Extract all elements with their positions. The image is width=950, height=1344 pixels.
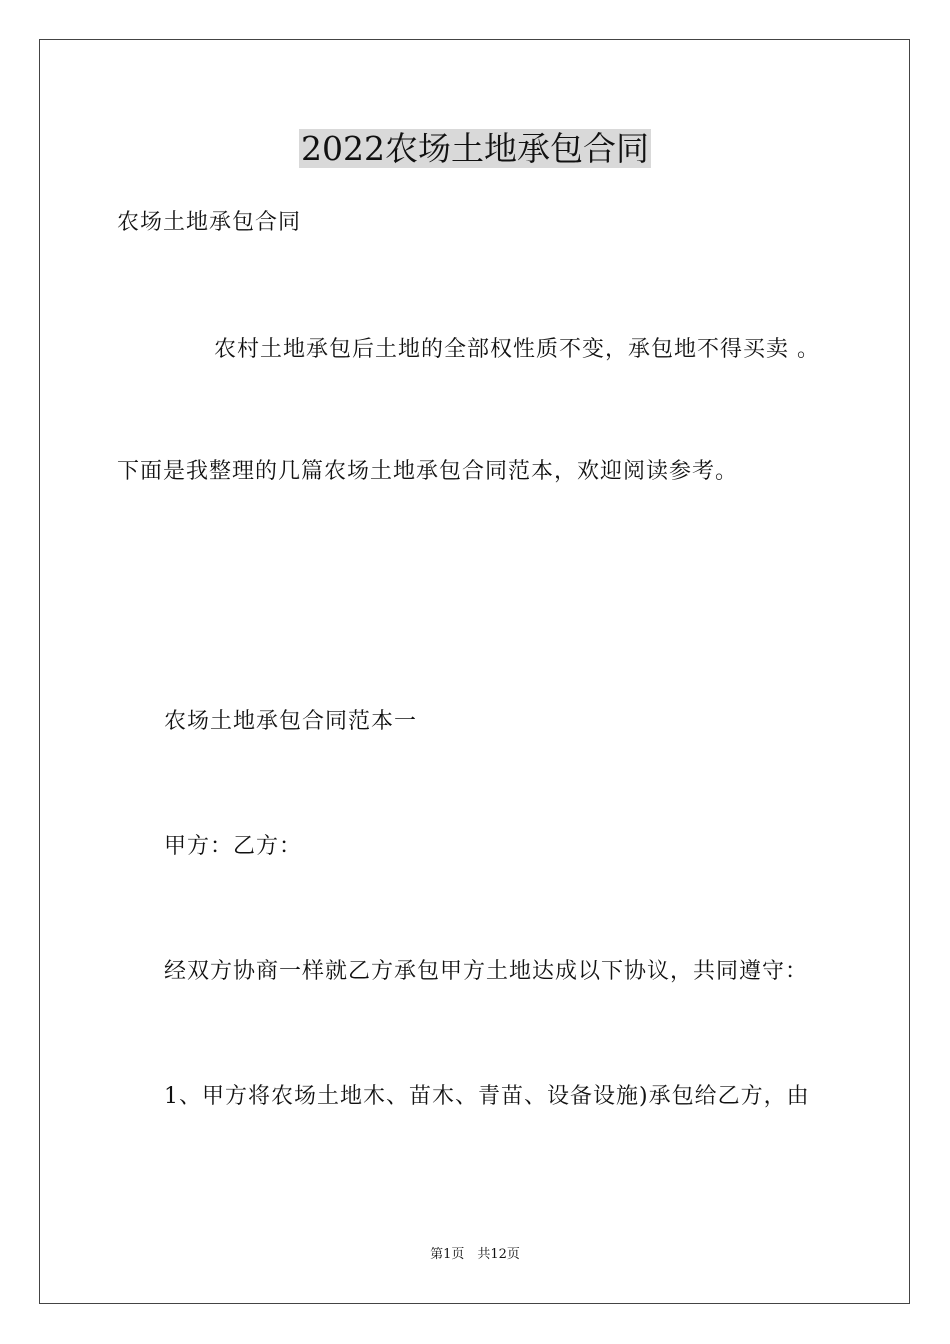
agreement-line: 经双方协商一样就乙方承包甲方土地达成以下协议，共同遵守： [164,959,809,984]
paragraph-intro: 农村土地承包后土地的全部权性质不变，承包地不得买卖 。 [214,337,820,362]
document-title [0,128,950,170]
clause-1: 1、甲方将农场土地木、苗木、青苗、设备设施)承包给乙方，由 [164,1084,810,1109]
page-footer: 第1页 共12页 [430,1247,520,1262]
document-title-text: 2022农场土地承包合同 [301,129,649,168]
section-heading: 农场土地承包合同范本一 [164,709,418,734]
parties-line: 甲方：乙方： [164,834,303,859]
paragraph-subtitle: 农场土地承包合同 [117,210,302,235]
paragraph-intro-continued: 下面是我整理的几篇农场土地承包合同范本，欢迎阅读参考。 [117,459,739,484]
